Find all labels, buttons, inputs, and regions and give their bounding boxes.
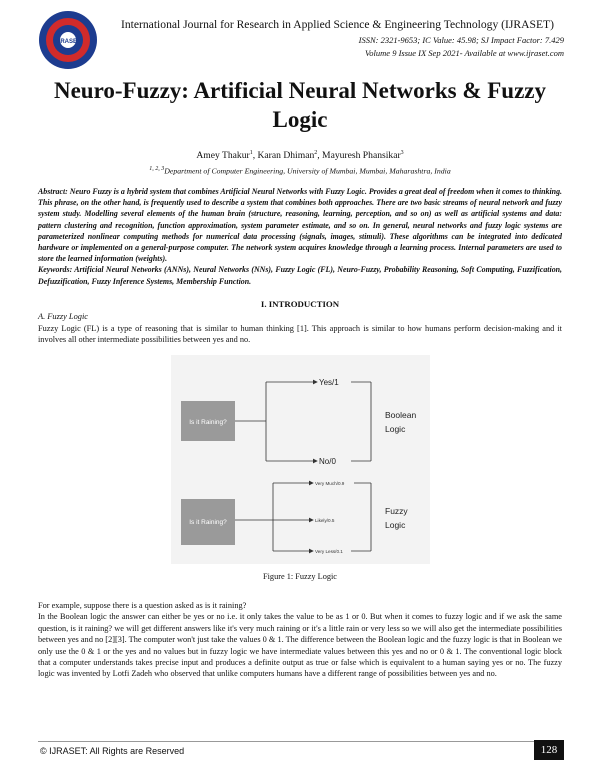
author-sup: 1 xyxy=(249,150,253,156)
logo-text: IJRASET xyxy=(55,39,81,45)
figure-caption: Figure 1: Fuzzy Logic xyxy=(263,572,337,581)
page-number: 128 xyxy=(534,740,564,760)
fuzzy-very-much-label: Very Much/0.9 xyxy=(315,481,345,486)
footer-divider xyxy=(38,741,562,742)
affiliation xyxy=(0,166,600,176)
fuzzy-question-text: Is it Raining? xyxy=(189,519,227,526)
section-heading: I. INTRODUCTION xyxy=(260,299,340,309)
affiliation-sup: 1, 2, 3 xyxy=(149,166,165,172)
journal-logo xyxy=(38,10,98,70)
author-name: Amey Thakur xyxy=(196,150,250,162)
body-paragraph: For example, suppose there is a question asked as is it raining? xyxy=(38,601,247,610)
fuzzy-logic-figure xyxy=(171,355,430,564)
body-paragraphs xyxy=(38,600,562,680)
author-name: Mayuresh Phansikar xyxy=(322,150,401,162)
boolean-logic-label-line2: Logic xyxy=(385,424,406,434)
body-paragraph: In the Boolean logic the answer can either be yes or no i.e. it only takes the value to be as 1 or 0. But when it comes to fuzzy logic and if we ask the same question, is it raining? we will get different answers like it's very much raining or it's a little rain or very less so we will also get the intermediate possibilities between yes and no [2][3]. The computer won't just take the values 0 & 1. The difference between the Boolean logic and the fuzzy logic is that in Boolean we only use the 0 & 1 or the yes and no values but in fuzzy logic we have intermediate values between this yes and no or 0 & 1. The conventional logic block that a computer understands takes precise input and produces a definite output as true or false which is equivalent to a human saying yes or no. The fuzzy logic was invented by Lotfi Zadeh who observed that unlike computers humans have a different range of possibilities between yes and no. xyxy=(38,612,562,679)
keywords-label: Keywords: xyxy=(38,265,73,275)
issn-line: ISSN: 2321-9653; IC Value: 45.98; SJ Impact Factor: 7.429 xyxy=(358,35,564,45)
footer-copyright: © IJRASET: All Rights are Reserved xyxy=(40,746,185,756)
abstract-text: Neuro Fuzzy is a hybrid system that combines Artificial Neural Networks with Fuzzy Logic. Provides a great deal of freedom when it comes to thinking. This phrase, on the other hand, is frequently used to describe a system that combines both approaches. There are two basic streams of neural network and fuzzy system study. Modelling several elements of the human brain (structure, reasoning, learning, perception, and so on) as well as artificial systems and data: pattern clustering and recognition, function approximation, system parameter estimate, and so on. In general, neural networks and fuzzy logic systems are parameterized nonlinear computing methods for numerical data processing (signals, images, stimuli). These algorithms can be integrated into dedicated hardware or implemented on a general-purpose computer. The network system acquires knowledge through a learning process. Internal parameters are used to store the learned information (weights). xyxy=(38,187,562,264)
boolean-question-text: Is it Raining? xyxy=(189,419,227,426)
author-sup: 2 xyxy=(314,150,318,156)
fuzzy-logic-label-line2: Logic xyxy=(385,520,406,530)
fuzzy-very-less-label: Very Less/0.1 xyxy=(315,549,343,554)
subsection-heading: A. Fuzzy Logic xyxy=(38,312,89,321)
journal-name: International Journal for Research in Applied Science & Engineering Technology (IJRASET) xyxy=(121,18,554,31)
author-sup: 3 xyxy=(400,150,404,156)
intro-paragraph: Fuzzy Logic (FL) is a type of reasoning that is similar to human thinking [1]. This approach is similar to how humans perform decision-making and it involves all other intermediate possibilities between yes and no. xyxy=(38,324,562,345)
fuzzy-likely-label: Likely/0.5 xyxy=(315,518,335,523)
affiliation-text: Department of Computer Engineering, University of Mumbai, Mumbai, Maharashtra, India xyxy=(164,166,451,176)
fuzzy-logic-label-line1: Fuzzy xyxy=(385,506,408,516)
author-list: Amey Thakur$^1$, Karan Dhiman$^2$, Mayuresh Phansikar$^3$ xyxy=(196,150,404,162)
boolean-yes-label: Yes/1 xyxy=(319,378,339,387)
abstract-label: Abstract: xyxy=(38,187,68,196)
volume-line: Volume 9 Issue IX Sep 2021- Available at www.ijraset.com xyxy=(365,48,564,58)
abstract-block xyxy=(38,186,562,287)
boolean-logic-label-line1: Boolean xyxy=(385,410,417,420)
paper-title: Neuro-Fuzzy: Artificial Neural Networks & Fuzzy Logic xyxy=(53,78,547,132)
author-name: Karan Dhiman xyxy=(257,150,315,162)
keywords-text: Artificial Neural Networks (ANNs), Neural Networks (NNs), Fuzzy Logic (FL), Neuro-Fuzzy, Probability Reasoning, Soft Computing, Fuzzification, Defuzzification, Fuzzy Inference Systems, Membership Function. xyxy=(38,265,562,286)
boolean-no-label: No/0 xyxy=(319,457,336,466)
